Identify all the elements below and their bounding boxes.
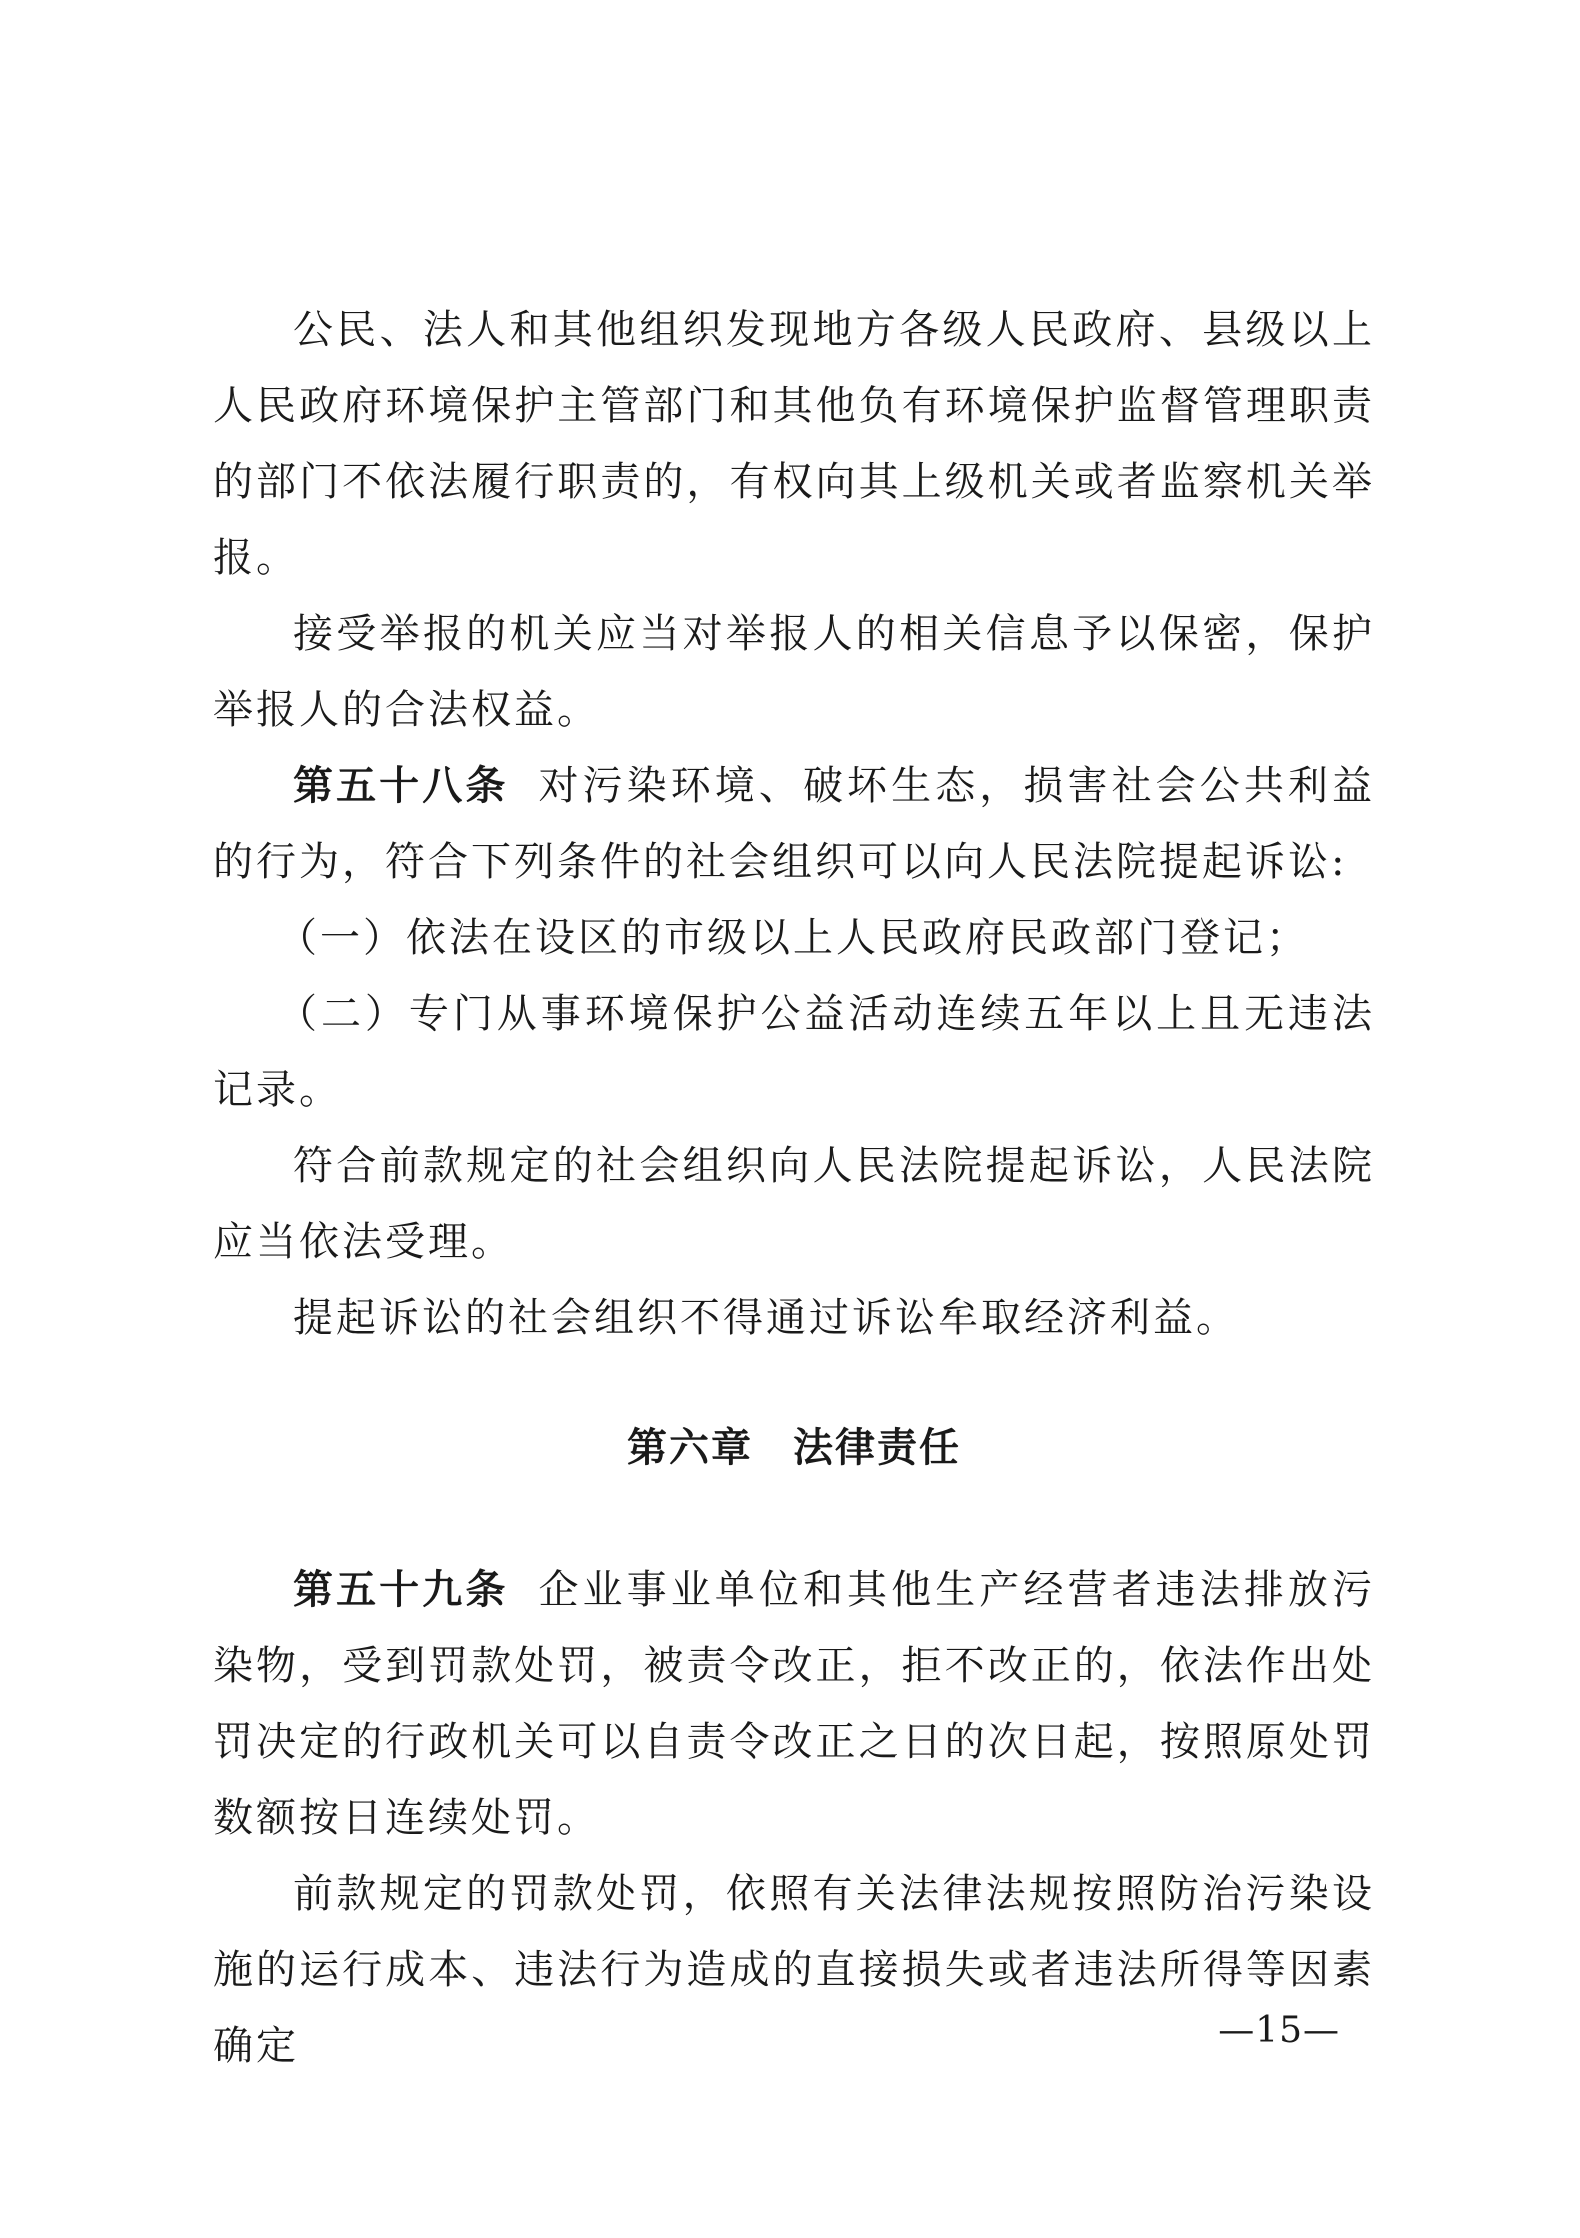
- paragraph-report-rights: 公民、法人和其他组织发现地方各级人民政府、县级以上人民政府环境保护主管部门和其他负有环境保护监督管理职责的部门不依法履行职责的，有权向其上级机关或者监察机关举报。: [213, 307, 1375, 581]
- paragraph-reporter-protection: 接受举报的机关应当对举报人的相关信息予以保密，保护举报人的合法权益。: [213, 611, 1375, 733]
- article-58-item-1: （一）依法在设区的市级以上人民政府民政部门登记；: [277, 915, 1309, 961]
- article-58-text: 对污染环境、破坏生态，损害社会公共利益的行为，符合下列条件的社会组织可以向人民法院提起诉讼:: [213, 763, 1376, 885]
- chapter-heading: [213, 1410, 1375, 1486]
- page-number: —15—: [1218, 2010, 1340, 2051]
- article-59: [213, 1552, 1375, 1856]
- article-58-paragraph-no-profit: 提起诉讼的社会组织不得通过诉讼牟取经济利益。: [293, 1295, 1239, 1341]
- page-content: [213, 292, 1375, 2084]
- chapter-number: 第六章: [627, 1425, 753, 1471]
- chapter-title: 法律责任: [793, 1425, 961, 1471]
- article-58: [213, 748, 1375, 900]
- article-59-number: 第五十九条: [293, 1567, 509, 1613]
- article-58-number: 第五十八条: [293, 763, 509, 809]
- article-58-paragraph-accept: 符合前款规定的社会组织向人民法院提起诉讼，人民法院应当依法受理。: [213, 1143, 1375, 1265]
- article-59-text: 企业事业单位和其他生产经营者违法排放污染物，受到罚款处罚，被责令改正，拒不改正的，依法作出处罚决定的行政机关可以自责令改正之日的次日起，按照原处罚数额按日连续处罚。: [213, 1567, 1376, 1841]
- article-58-item-2: （二）专门从事环境保护公益活动连续五年以上且无违法记录。: [213, 991, 1375, 1113]
- article-59-paragraph-fine: 前款规定的罚款处罚，依照有关法律法规按照防治污染设施的运行成本、违法行为造成的直接损失或者违法所得等因素确定: [213, 1871, 1375, 2069]
